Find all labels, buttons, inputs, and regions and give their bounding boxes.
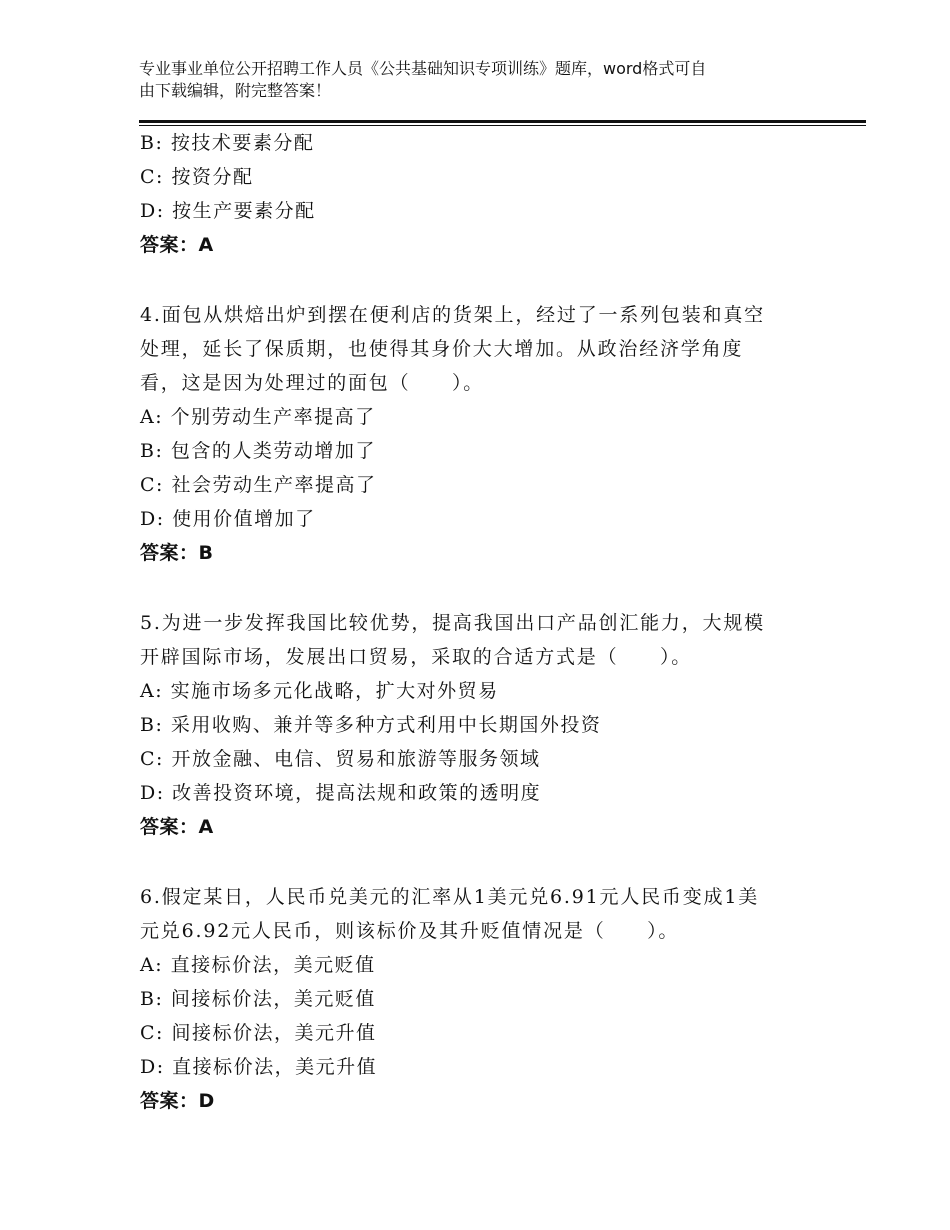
option-a: A: 实施市场多元化战略，扩大对外贸易 (140, 680, 499, 702)
question-4 (140, 298, 820, 570)
option-b: B: 按技术要素分配 (140, 132, 315, 154)
stem-line: 看，这是因为处理过的面包（ ）。 (140, 372, 485, 394)
answer-label: 答案：A (140, 816, 214, 838)
question-5 (140, 606, 820, 844)
document-header (139, 58, 809, 102)
option-b: B: 间接标价法，美元贬值 (140, 988, 376, 1010)
question-stem (140, 298, 820, 400)
question-list (140, 126, 820, 1118)
stem-line: 开辟国际市场，发展出口贸易，采取的合适方式是（ ）。 (140, 646, 693, 668)
option-c: C: 按资分配 (140, 166, 254, 188)
option-c: C: 开放金融、电信、贸易和旅游等服务领域 (140, 748, 541, 770)
header-rule-thick (139, 120, 866, 123)
option-d: D: 按生产要素分配 (140, 200, 316, 222)
option-d: D: 改善投资环境，提高法规和政策的透明度 (140, 782, 542, 804)
option-b: B: 采用收购、兼并等多种方式利用中长期国外投资 (140, 714, 602, 736)
option-d: D: 直接标价法，美元升值 (140, 1056, 378, 1078)
question-stem (140, 880, 820, 948)
answer-label: 答案：B (140, 542, 214, 564)
option-a: A: 直接标价法，美元贬值 (140, 954, 376, 976)
question-6 (140, 880, 820, 1118)
answer-label: 答案：D (140, 1090, 215, 1112)
question-stem (140, 606, 820, 674)
option-d: D: 使用价值增加了 (140, 508, 316, 530)
stem-line: 6.假定某日，人民币兑美元的汇率从1美元兑6.91元人民币变成1美 (140, 886, 760, 908)
partial-question (140, 126, 820, 262)
stem-line: 4.面包从烘焙出炉到摆在便利店的货架上，经过了一系列包装和真空 (140, 304, 765, 326)
option-b: B: 包含的人类劳动增加了 (140, 440, 376, 462)
stem-line: 处理，延长了保质期，也使得其身价大大增加。从政治经济学角度 (140, 338, 744, 360)
answer-label: 答案：A (140, 234, 214, 256)
option-c: C: 社会劳动生产率提高了 (140, 474, 377, 496)
stem-line: 元兑6.92元人民币，则该标价及其升贬值情况是（ ）。 (140, 920, 680, 942)
stem-line: 5.为进一步发挥我国比较优势，提高我国出口产品创汇能力，大规模 (140, 612, 765, 634)
header-line-2: 由下载编辑，附完整答案！ (139, 81, 332, 100)
header-line-1: 专业事业单位公开招聘工作人员《公共基础知识专项训练》题库，word格式可自 (139, 59, 707, 78)
option-c: C: 间接标价法，美元升值 (140, 1022, 377, 1044)
option-a: A: 个别劳动生产率提高了 (140, 406, 376, 428)
